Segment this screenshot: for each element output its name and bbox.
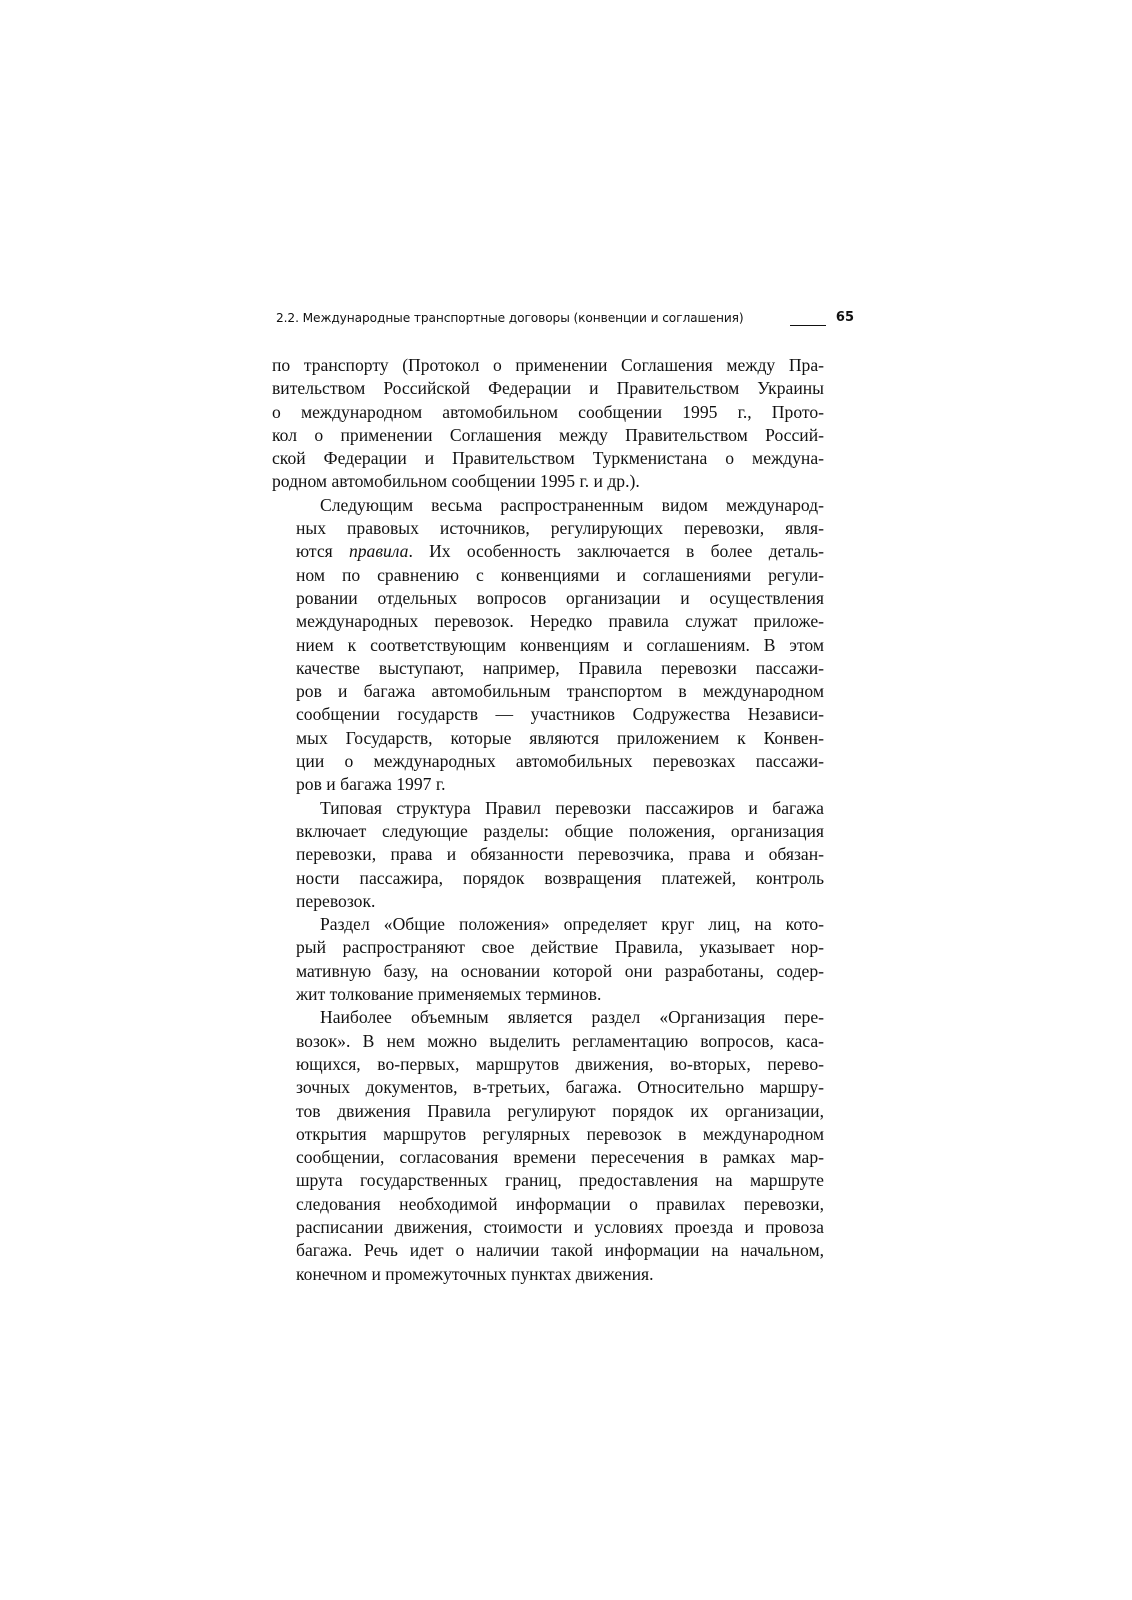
paragraph-3 [272, 797, 824, 913]
text-line: сообщении государств — участников Содружества Независи- [296, 704, 824, 725]
text-body [272, 354, 824, 1286]
text-line: зочных документов, в-третьих, багажа. Относительно маршру- [296, 1077, 824, 1098]
text-line: шрута государственных границ, предоставления на маршруте [296, 1170, 824, 1191]
paragraph-4 [272, 913, 824, 1006]
text-line: мативную базу, на основании которой они разработаны, содер- [296, 960, 824, 981]
text-line: нием к соответствующим конвенциям и соглашениям. В этом [296, 634, 824, 655]
emphasis-term: правила [348, 541, 409, 562]
text-line: ности пассажира, порядок возвращения платежей, контроль [296, 867, 824, 888]
text-line: жит толкование применяемых терминов. [296, 984, 602, 1005]
text-line: ющихся, во-первых, маршрутов движения, во-вторых, перево- [296, 1053, 824, 1074]
text-line: следования необходимой информации о правилах перевозки, [296, 1193, 824, 1214]
text-line: ров и багажа автомобильным транспортом в международном [296, 681, 824, 702]
text-line: качестве выступают, например, Правила перевозки пассажи- [296, 657, 824, 678]
text-line: включает следующие разделы: общие положения, организация [296, 820, 824, 841]
text-line: ных правовых источников, регулирующих перевозки, явля- [296, 518, 824, 539]
text-line: ном по сравнению с конвенциями и соглашениями регули- [296, 564, 824, 585]
text-line: Наиболее объемным является раздел «Организация пере- [320, 1007, 824, 1028]
text-line: тов движения Правила регулируют порядок их организации, [296, 1100, 824, 1121]
text-line: расписании движения, стоимости и условиях проезда и провоза [296, 1216, 824, 1237]
text-line: конечном и промежуточных пунктах движения. [296, 1263, 654, 1284]
text-line: ровании отдельных вопросов организации и осуществления [296, 587, 824, 608]
text-line: ров и багажа 1997 г. [296, 774, 446, 795]
text-line: сообщении, согласования времени пересечения в рамках мар- [296, 1147, 824, 1168]
text-line: Следующим весьма распространенным видом международ- [320, 494, 824, 515]
paragraph-5 [272, 1006, 824, 1286]
text-line: перевозки, права и обязанности перевозчика, права и обязан- [296, 844, 824, 865]
header-rule [790, 325, 826, 326]
text-line: вительством Российской Федерации и Правительством Украины [272, 378, 824, 399]
paragraph-2 [272, 494, 824, 797]
text-fragment: ются [296, 541, 349, 562]
text-line: кол о применении Соглашения между Правительством Россий- [272, 424, 824, 445]
text-line: международных перевозок. Нередко правила служат приложе- [296, 611, 824, 632]
text-line: открытия маршрутов регулярных перевозок в международном [296, 1123, 824, 1144]
text-line: багажа. Речь идет о наличии такой информации на начальном, [296, 1240, 824, 1261]
text-line: родном автомобильном сообщении 1995 г. и др.). [272, 471, 640, 492]
text-line: Типовая структура Правил перевозки пассажиров и багажа [320, 797, 824, 818]
text-fragment: . Их особенность заключается в более деталь- [408, 541, 825, 562]
paragraph-1 [272, 354, 824, 494]
text-line: возок». В нем можно выделить регламентацию вопросов, каса- [296, 1030, 824, 1051]
text-line: Раздел «Общие положения» определяет круг лиц, на кото- [320, 914, 824, 935]
text-line: ции о международных автомобильных перевозках пассажи- [296, 751, 824, 772]
text-line: перевозок. [296, 890, 376, 911]
text-line: мых Государств, которые являются приложением к Конвен- [296, 727, 824, 748]
text-line [272, 540, 824, 563]
text-line: по транспорту (Протокол о применении Соглашения между Пра- [272, 355, 824, 375]
text-line: о международном автомобильном сообщении 1995 г., Прото- [272, 401, 824, 422]
text-line: рый распространяют свое действие Правила, указывает нор- [296, 937, 824, 958]
page-number: 65 [835, 310, 854, 325]
running-title: 2.2. Международные транспортные договоры (конвенции и соглашения) [276, 311, 744, 325]
text-line: ской Федерации и Правительством Туркменистана о междуна- [272, 448, 824, 469]
page-header [276, 306, 856, 330]
